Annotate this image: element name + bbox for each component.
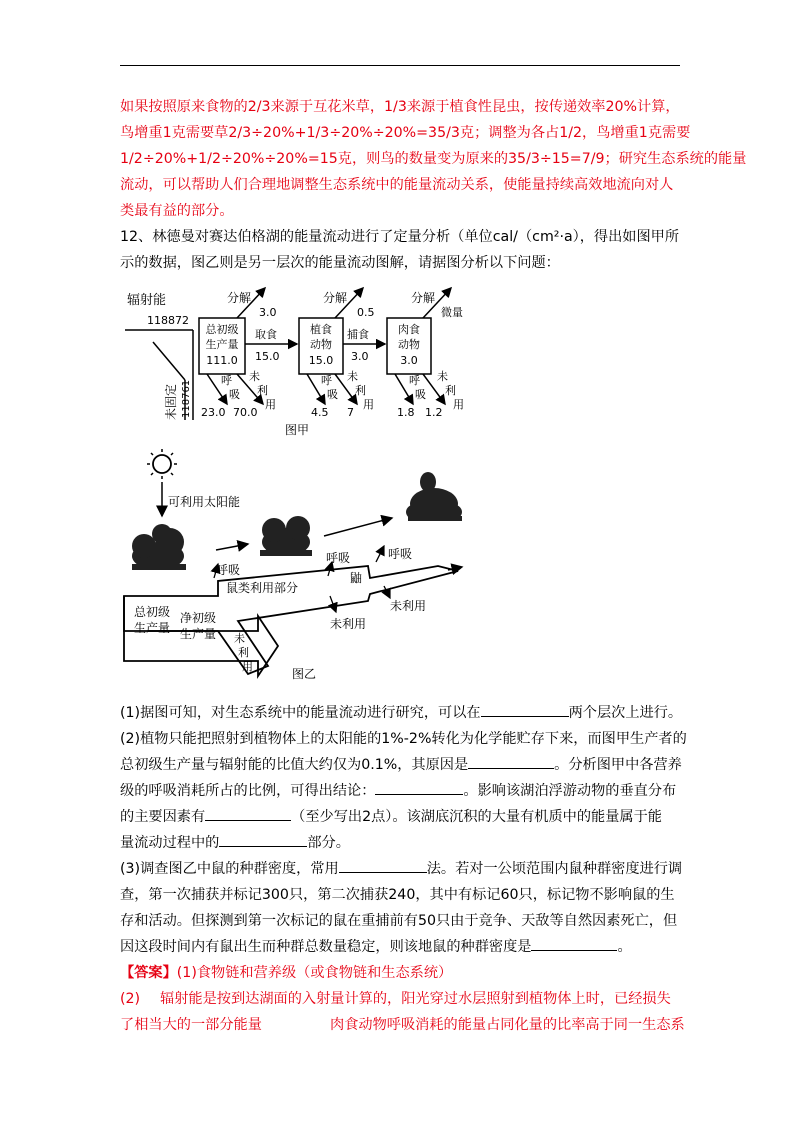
unused-label: 利 bbox=[355, 384, 366, 397]
decompose-label: 分解 bbox=[323, 291, 348, 305]
question-text: (1)据图可知，对生态系统中的能量流动进行研究，可以在 bbox=[120, 705, 481, 721]
respiration-value: 4.5 bbox=[311, 406, 329, 419]
answer-line bbox=[120, 1012, 685, 1038]
predator-icon bbox=[406, 472, 462, 521]
answer-2-label: (2) bbox=[120, 991, 141, 1007]
unused-label: 利 bbox=[445, 384, 456, 397]
respiration-label: 吸 bbox=[327, 388, 338, 401]
unused-label: 利 bbox=[238, 646, 249, 659]
gross-label: 总初级 bbox=[134, 605, 171, 619]
answer-blank[interactable] bbox=[219, 830, 307, 847]
questions-block bbox=[120, 700, 687, 960]
unused-value: 7 bbox=[347, 406, 354, 419]
box-label: 动物 bbox=[310, 338, 332, 351]
box-value: 111.0 bbox=[206, 354, 238, 367]
predation-label: 捕食 bbox=[347, 328, 369, 341]
net-label: 净初级 bbox=[180, 611, 217, 625]
question-text: 因这段时间内有鼠出生而种群总数量稳定，则该地鼠的种群密度是 bbox=[120, 939, 532, 955]
unused-label: 未 bbox=[249, 370, 260, 383]
question-line bbox=[120, 856, 683, 882]
answer-blank[interactable] bbox=[339, 856, 427, 873]
figure-yi-diagram bbox=[118, 446, 498, 686]
respiration-label: 呼 bbox=[321, 374, 332, 387]
question-line bbox=[120, 934, 680, 960]
figure-caption: 图乙 bbox=[292, 667, 317, 681]
answer-2-part1: 辐射能是按到达湖面的入射量计算的，阳光穿过水层照射到植物体上时，已经损失 bbox=[160, 991, 671, 1007]
box-value: 3.0 bbox=[400, 354, 418, 367]
answer-blank[interactable] bbox=[375, 778, 463, 795]
answer-1: (1)食物链和营养级（或食物链和生态系统） bbox=[176, 965, 453, 981]
answer-line bbox=[120, 960, 680, 986]
unused-label: 未 bbox=[234, 632, 245, 645]
unused-label: 未 bbox=[437, 370, 448, 383]
unused-value: 1.2 bbox=[425, 406, 443, 419]
net-label: 生产量 bbox=[180, 627, 217, 641]
decompose-value: 0.5 bbox=[357, 306, 375, 319]
question-12-stem bbox=[120, 224, 680, 276]
respiration-label: 呼吸 bbox=[388, 547, 413, 561]
feeding-value: 15.0 bbox=[255, 350, 280, 363]
box-value: 15.0 bbox=[308, 354, 334, 367]
respiration-label: 呼吸 bbox=[216, 563, 241, 577]
answer-2-part2: 了相当大的一部分能量 bbox=[120, 1017, 262, 1033]
question-line bbox=[120, 700, 683, 726]
question-text: 的主要因素有 bbox=[120, 809, 206, 825]
gross-label: 生产量 bbox=[134, 621, 171, 635]
question-line: 存和活动。但探测到第一次标记的鼠在重捕前有50只由于竞争、天敌等自然因素死亡，但 bbox=[120, 913, 678, 929]
answer-blank[interactable] bbox=[481, 700, 569, 717]
question-line bbox=[120, 752, 680, 778]
answer-blank[interactable] bbox=[205, 804, 291, 821]
unused-label: 用 bbox=[363, 398, 374, 411]
question-text: 量流动过程中的 bbox=[120, 835, 220, 851]
question-text: 法。若对一公顷范围内鼠种群密度进行调 bbox=[426, 861, 683, 877]
question-text: 。影响该湖泊浮游动物的垂直分布 bbox=[463, 783, 677, 799]
intro-line: 如果按照原来食物的2/3来源于互花米草，1/3来源于植食性昆虫，按传递效率20%计算， bbox=[120, 99, 680, 115]
question-text: 部分。 bbox=[307, 835, 350, 851]
question-text: 。分析图甲中各营养 bbox=[554, 757, 682, 773]
unfixed-value: 118761 bbox=[181, 379, 192, 418]
intro-line: 流动，可以帮助人们合理地调整生态系统中的能量流动关系，使能量持续高效地流向对人 bbox=[120, 177, 674, 193]
q12-line: 示的数据，图乙则是另一层次的能量流动图解，请据图分析以下问题： bbox=[120, 255, 560, 271]
feeding-label: 取食 bbox=[255, 328, 277, 341]
plant-icon bbox=[132, 524, 186, 570]
figure-caption: 图甲 bbox=[285, 423, 310, 437]
weasel-label: 鼬 bbox=[350, 571, 363, 585]
respiration-value: 23.0 bbox=[201, 406, 226, 419]
question-line bbox=[120, 830, 680, 856]
header-rule bbox=[120, 65, 680, 66]
intro-paragraph bbox=[120, 94, 747, 224]
box-label: 生产量 bbox=[205, 338, 239, 351]
answer-tag: 【答案】 bbox=[120, 965, 177, 981]
unused-label: 利 bbox=[257, 384, 268, 397]
box-label: 总初级 bbox=[205, 323, 239, 336]
trace-label: 微量 bbox=[441, 306, 463, 319]
respiration-label: 呼 bbox=[409, 374, 420, 387]
unused-label: 用 bbox=[242, 660, 253, 673]
answer-2-part3: 肉食动物呼吸消耗的能量占同化量的比率高于同一生态系 bbox=[330, 1017, 685, 1033]
box-label: 动物 bbox=[398, 338, 420, 351]
question-text: 。 bbox=[617, 939, 632, 955]
plant-icon bbox=[260, 516, 312, 556]
figure-jia-diagram bbox=[125, 280, 495, 440]
sun-icon bbox=[147, 449, 177, 479]
unused-value: 70.0 bbox=[233, 406, 258, 419]
question-text: 级的呼吸消耗所占的比例，可得出结论： bbox=[120, 783, 376, 799]
unused-label: 用 bbox=[453, 398, 464, 411]
question-line bbox=[120, 804, 680, 830]
intro-line: 1/2÷20%+1/2÷20%÷20%=15克，则鸟的数量变为原来的35/3÷15=7/9；研究生态系统的能量 bbox=[120, 151, 747, 167]
question-text: （至少写出2点）。该湖底沉积的大量有机质中的能量属于能 bbox=[291, 809, 662, 825]
unused-label: 未利用 bbox=[390, 599, 427, 613]
unused-label: 未利用 bbox=[330, 617, 367, 631]
decompose-label: 分解 bbox=[227, 291, 252, 305]
answer-block bbox=[120, 960, 685, 1038]
intro-line: 鸟增重1克需要草2/3÷20%+1/3÷20%÷20%=35/3克；调整为各占1/2，鸟增重1克需要 bbox=[120, 125, 691, 141]
q12-line: 12、林德曼对赛达伯格湖的能量流动进行了定量分析（单位cal/（cm²·a），得出如图甲所 bbox=[120, 229, 680, 245]
question-text: (3)调查图乙中鼠的种群密度，常用 bbox=[120, 861, 339, 877]
respiration-label: 吸 bbox=[415, 388, 426, 401]
respiration-value: 1.8 bbox=[397, 406, 415, 419]
box-label: 植食 bbox=[310, 323, 332, 336]
question-line bbox=[120, 778, 680, 804]
intro-line: 类最有益的部分。 bbox=[120, 203, 234, 219]
question-text: 总初级生产量与辐射能的比值大约仅为0.1%，其原因是 bbox=[120, 757, 469, 773]
solar-label: 可利用太阳能 bbox=[168, 495, 241, 509]
decompose-value: 3.0 bbox=[259, 306, 277, 319]
decompose-label: 分解 bbox=[411, 291, 436, 305]
unused-label: 未 bbox=[347, 370, 358, 383]
question-line: 查，第一次捕获并标记300只，第二次捕获240，其中有标记60只，标记物不影响鼠的生 bbox=[120, 887, 675, 903]
respiration-label: 吸 bbox=[229, 388, 240, 401]
unused-label: 用 bbox=[265, 398, 276, 411]
radiation-value: 118872 bbox=[147, 314, 189, 327]
rat-used-label: 鼠类利用部分 bbox=[226, 581, 299, 595]
box-label: 肉食 bbox=[398, 323, 420, 336]
respiration-label: 呼吸 bbox=[326, 551, 351, 565]
predation-value: 3.0 bbox=[351, 350, 369, 363]
question-text: 两个层次上进行。 bbox=[568, 705, 683, 721]
answer-blank[interactable] bbox=[468, 752, 554, 769]
radiation-label: 辐射能 bbox=[127, 293, 167, 308]
unfixed-label: 未固定 bbox=[164, 383, 178, 420]
answer-line bbox=[120, 986, 680, 1012]
question-line: (2)植物只能把照射到植物体上的太阳能的1%-2%转化为化学能贮存下来，而图甲生产者的 bbox=[120, 731, 687, 747]
respiration-label: 呼 bbox=[221, 374, 232, 387]
answer-blank[interactable] bbox=[531, 934, 617, 951]
